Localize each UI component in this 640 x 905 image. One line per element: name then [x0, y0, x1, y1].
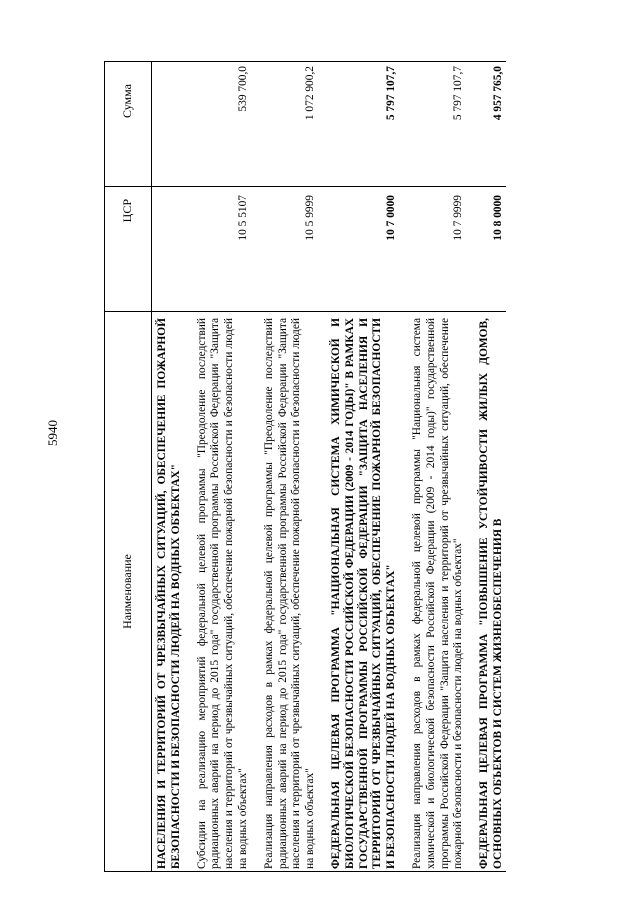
row-csr: 10 5 5107 [184, 187, 251, 312]
row-sum: 539 700,0 [184, 62, 251, 187]
table-row [152, 62, 184, 872]
row-sum: 1 072 900,2 [251, 62, 318, 187]
row-sum [152, 62, 184, 187]
header-sum: Сумма [105, 62, 152, 187]
row-csr: 10 8 0000 [466, 187, 506, 312]
row-name: Реализация направления расходов в рамках федеральной целевой программы "Преодоление последствий радиационных аварий на период до 2015 года" государственной программы Российской Федерации "Защита населения и территорий от чрезвычайных ситуаций, обеспечение пожарной безопасности и безопасности людей на водных объектах" [251, 312, 318, 872]
row-name: ФЕДЕРАЛЬНАЯ ЦЕЛЕВАЯ ПРОГРАММА "ПОВЫШЕНИЕ УСТОЙЧИВОСТИ ЖИЛЫХ ДОМОВ, ОСНОВНЫХ ОБЪЕКТОВ И СИСТЕМ ЖИЗНЕОБЕСПЕЧЕНИЯ В [466, 312, 506, 872]
row-name: ФЕДЕРАЛЬНАЯ ЦЕЛЕВАЯ ПРОГРАММА "НАЦИОНАЛЬНАЯ СИСТЕМА ХИМИЧЕСКОЙ И БИОЛОГИЧЕСКОЙ БЕЗОПАСНОСТИ РОССИЙСКОЙ ФЕДЕРАЦИИ (2009 - 2014 ГОДЫ)" В РАМКАХ ГОСУДАРСТВЕННОЙ ПРОГРАММЫ РОССИЙСКОЙ ФЕДЕРАЦИИ "ЗАЩИТА НАСЕЛЕНИЯ И ТЕРРИТОРИЙ ОТ ЧРЕЗВЫЧАЙНЫХ СИТУАЦИЙ, ОБЕСПЕЧЕНИЕ ПОЖАРНОЙ БЕЗОПАСНОСТИ И БЕЗОПАСНОСТИ ЛЮДЕЙ НА ВОДНЫХ ОБЪЕКТАХ" [318, 312, 399, 872]
rotated-page [104, 62, 604, 872]
header-name: Наименование [105, 312, 152, 872]
row-sum: 4 957 765,0 [466, 62, 506, 187]
page-number: 5940 [45, 420, 60, 446]
row-name: Субсидии на реализацию мероприятий федеральной целевой программы "Преодоление последствий радиационных аварий на период до 2015 года" государственной программы Российской Федерации "Защита населения и территорий от чрезвычайных ситуаций, обеспечение пожарной безопасности и безопасности людей на водных объектах" [184, 312, 251, 872]
row-csr: 10 5 9999 [251, 187, 318, 312]
table-row [399, 62, 466, 872]
row-csr: 10 7 9999 [399, 187, 466, 312]
table-header [105, 62, 152, 872]
row-csr [152, 187, 184, 312]
table-row [466, 62, 506, 872]
row-name: НАСЕЛЕНИЯ И ТЕРРИТОРИЙ ОТ ЧРЕЗВЫЧАЙНЫХ СИТУАЦИЙ, ОБЕСПЕЧЕНИЕ ПОЖАРНОЙ БЕЗОПАСНОСТИ И БЕЗОПАСНОСТИ ЛЮДЕЙ НА ВОДНЫХ ОБЪЕКТАХ" [152, 312, 184, 872]
table-row [184, 62, 251, 872]
row-sum: 5 797 107,7 [399, 62, 466, 187]
header-csr: ЦСР [105, 187, 152, 312]
table-row [318, 62, 399, 872]
row-sum: 5 797 107,7 [318, 62, 399, 187]
budget-table [104, 61, 506, 872]
table-row [251, 62, 318, 872]
row-name: Реализация направления расходов в рамках федеральной целевой программы "Национальная система химической и биологической безопасности Российской Федерации (2009 - 2014 годы)" государственной программы Российской Федерации "Защита населения и территорий от чрезвычайных ситуаций, обеспечение пожарной безопасности и безопасности людей на водных объектах" [399, 312, 466, 872]
row-csr: 10 7 0000 [318, 187, 399, 312]
